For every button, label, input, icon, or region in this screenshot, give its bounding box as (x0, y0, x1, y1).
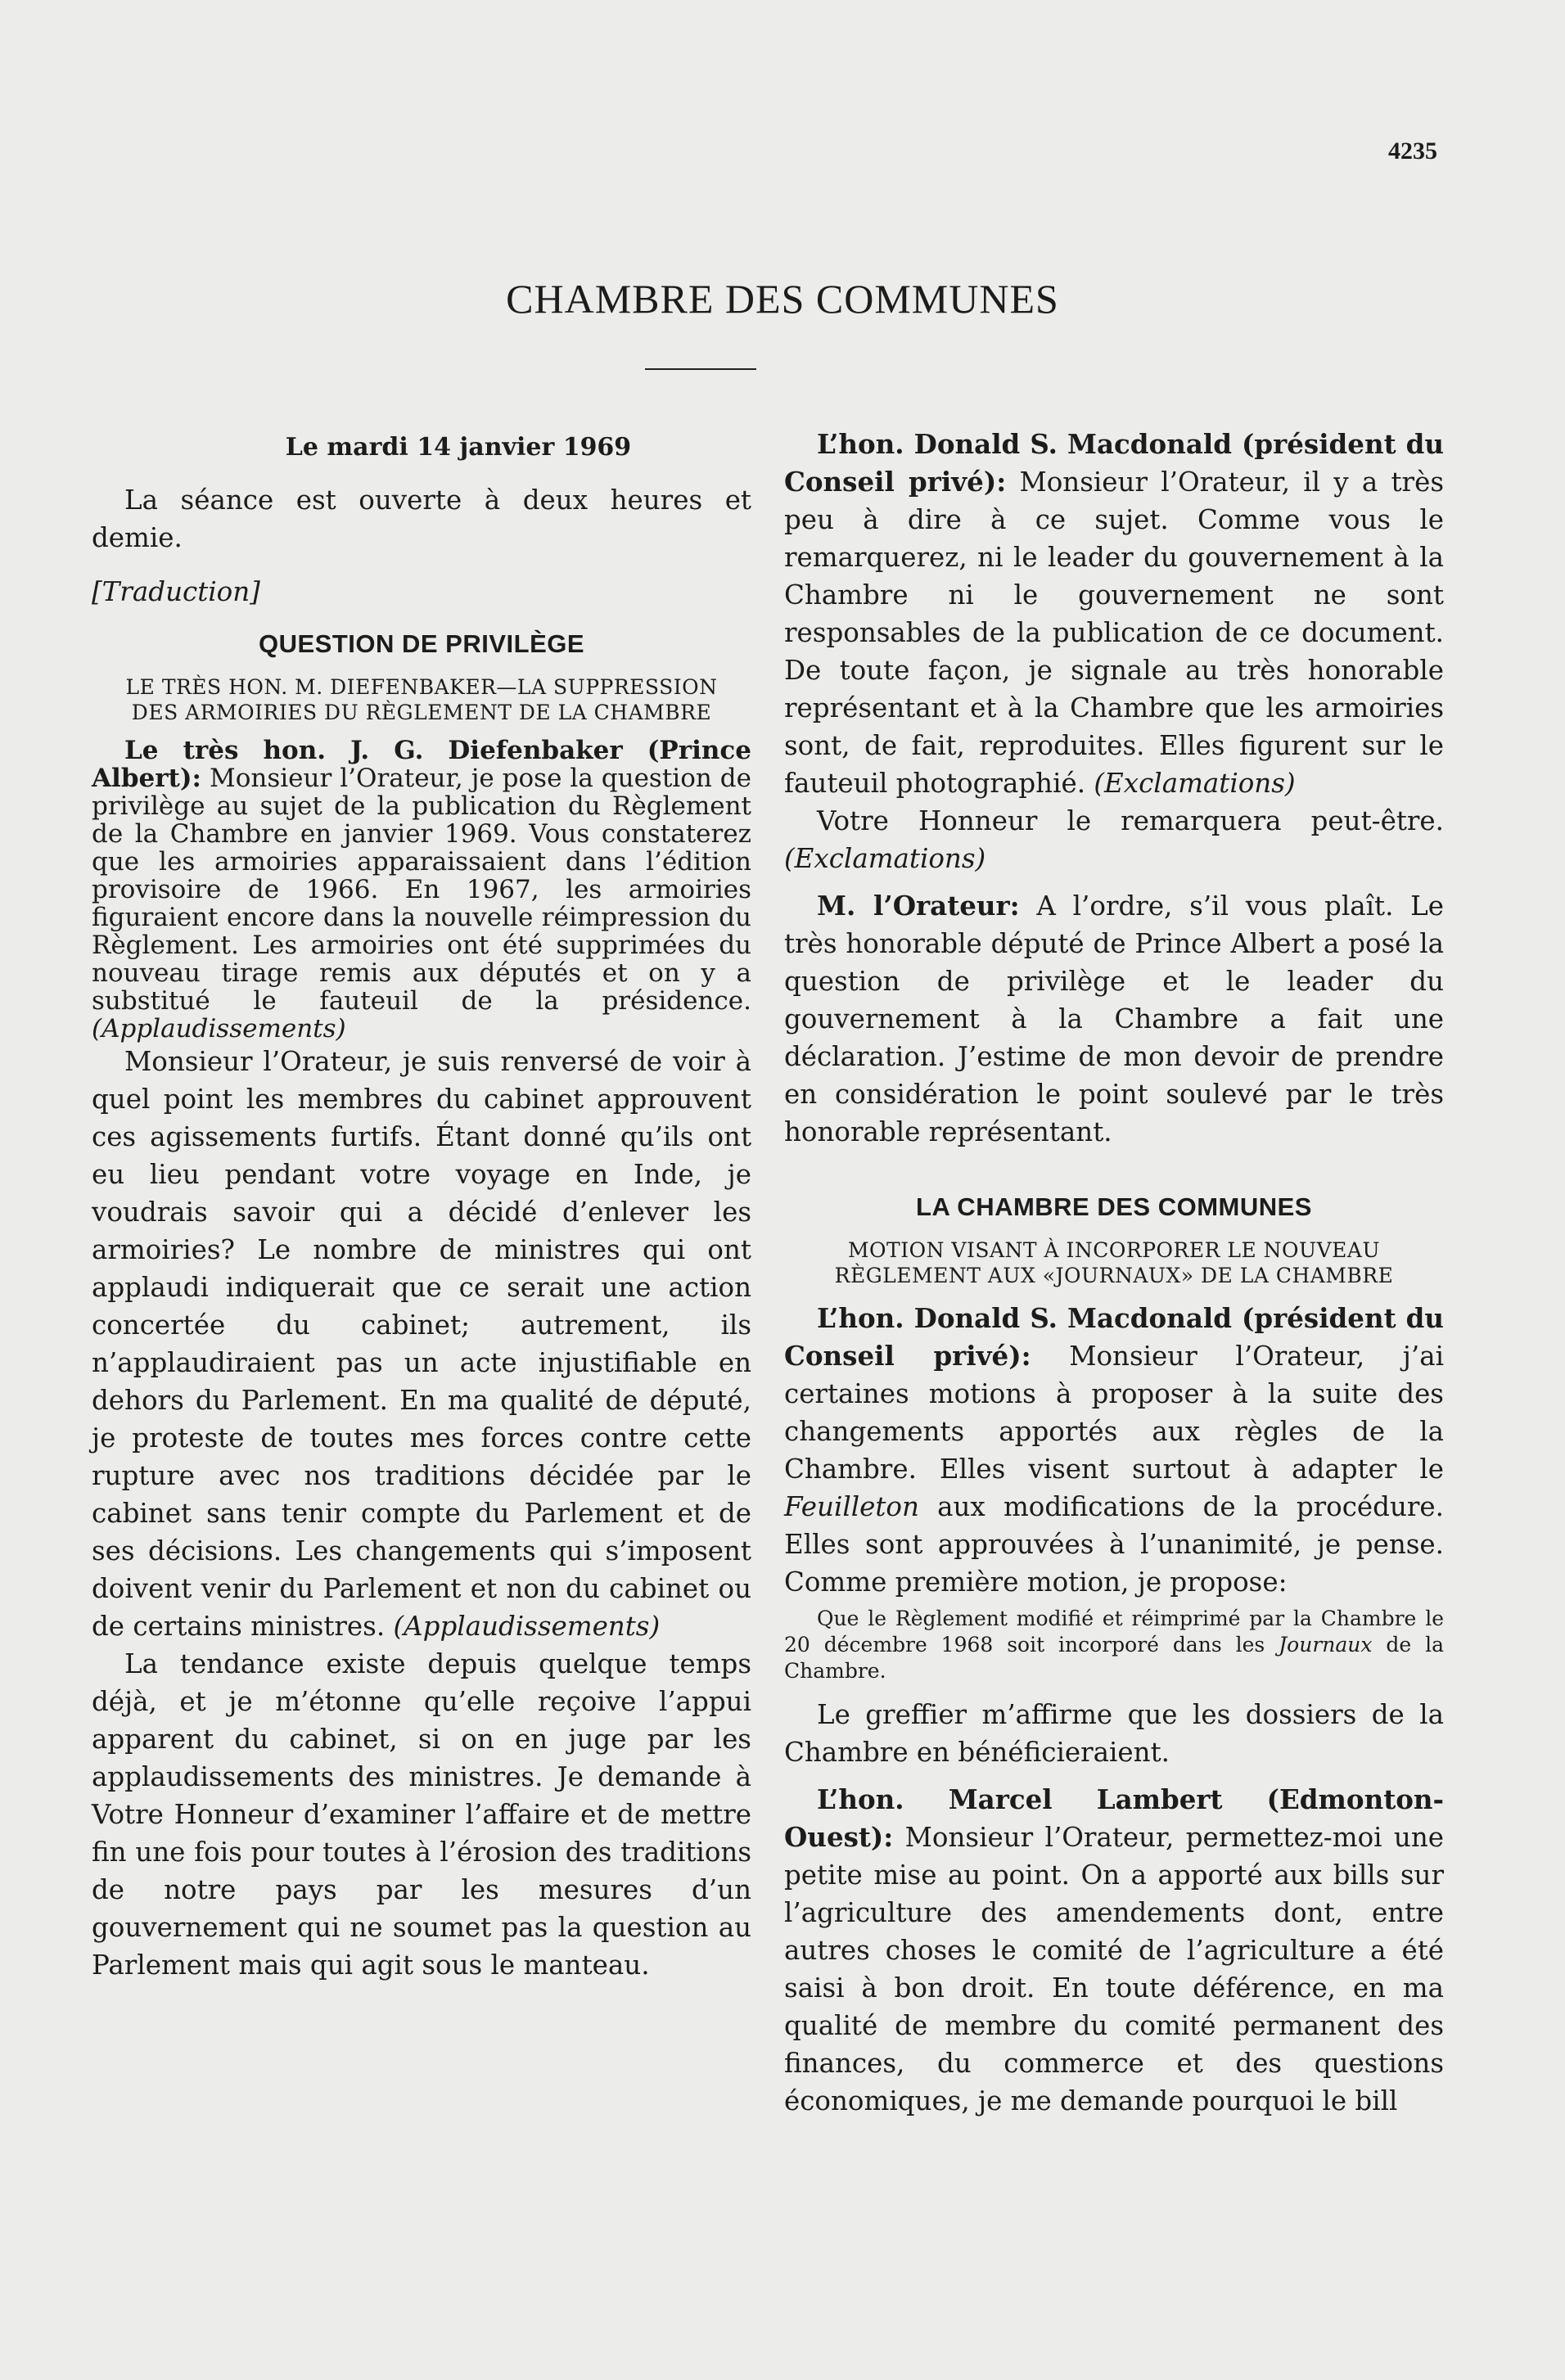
exclamations-note: (Exclamations) (1094, 768, 1296, 799)
translation-note: [Traduction] (92, 576, 260, 607)
section-heading-chambre: LA CHAMBRE DES COMMUNES (916, 1192, 1312, 1221)
opening-paragraph: La séance est ouverte à deux heures et demie. (92, 485, 751, 553)
macdonald-paragraph-2 (784, 1300, 1444, 1601)
feuilleton-term: Feuilleton (784, 1491, 919, 1522)
applause-note: (Applaudissements) (393, 1611, 661, 1642)
macdonald-paragraph-1 (784, 426, 1444, 802)
diefenbaker-text: Monsieur l’Orateur, je pose la question de privilège au sujet de la publication du Règlement de la Chambre en janvier 1969. Vous constaterez que les armoiries apparaissaient dans l’édition provisoire de 1966. En 1967, les armoiries figuraient encore dans la nouvelle réimpression du Règlement. Les armoiries ont été supprimées du nouveau tirage remis aux députés et on y a substitué le fauteuil de la présidence. (92, 764, 751, 1016)
speaker-macdonald: L’hon. Donald S. Macdonald (président du Conseil privé): (784, 428, 1444, 498)
speaker-orateur: M. l’Orateur: (817, 890, 1020, 922)
clerk-paragraph: Le greffier m’affirme que les dossiers de la Chambre en bénéficieraient. (784, 1699, 1444, 1768)
sitting-date: Le mardi 14 janvier 1969 (285, 433, 632, 462)
paragraph-remark (784, 802, 1444, 877)
left-column (92, 426, 751, 1984)
journaux-term: Journaux (1279, 1633, 1373, 1657)
remark-text: Votre Honneur le remarquera peut-être. (817, 805, 1444, 836)
lambert-text: Monsieur l’Orateur, permettez-moi une petite mise au point. On a apporté aux bills sur l’agriculture des amendements dont, entre autres choses le comité de l’agriculture a été saisi à bon droit. En toute déférence, en ma qualité de membre du comité permanent des finances, du commerce et des questions économiques, je me demande pourquoi le bill (784, 1822, 1444, 2116)
right-column (784, 426, 1444, 2120)
exclamations-note: (Exclamations) (784, 843, 986, 874)
masthead-title: CHAMBRE DES COMMUNES (506, 276, 1059, 322)
paragraph-2 (92, 1043, 751, 1645)
lambert-paragraph (784, 1781, 1444, 2120)
motion-text-b: de la Chambre. (784, 1633, 1445, 1683)
section-heading-privilege: QUESTION DE PRIVILÈGE (258, 629, 585, 658)
speaker-ruling-paragraph (784, 887, 1444, 1151)
speaker-macdonald: L’hon. Donald S. Macdonald (président du Conseil privé): (784, 1302, 1444, 1372)
motion-text-a: Que le Règlement modifié et réimprimé par la Chambre le 20 décembre 1968 soit incorporé dans les (784, 1607, 1444, 1657)
page-number: 4235 (1388, 137, 1437, 165)
diefenbaker-paragraph (92, 737, 751, 1043)
subheading-motion: MOTION VISANT À INCORPORER LE NOUVEAU RÈGLEMENT AUX «JOURNAUX» DE LA CHAMBRE (834, 1238, 1394, 1287)
macdonald-text-2a: Monsieur l’Orateur, j’ai certaines motions à proposer à la suite des changements apportés aux règles de la Chambre. Elles visent surtout à adapter le (784, 1341, 1444, 1485)
ruling-text: A l’ordre, s’il vous plaît. Le très honorable député de Prince Albert a posé la question de privilège et le leader du gouvernement à la Chambre a fait une déclaration. J’estime de mon devoir de prendre en considération le point soulevé par le très honorable représentant. (784, 890, 1444, 1147)
motion-text (784, 1606, 1444, 1684)
speaker-diefenbaker: Le très hon. J. G. Diefenbaker (Prince Albert): (92, 736, 751, 793)
macdonald-text-1: Monsieur l’Orateur, il y a très peu à dire à ce sujet. Comme vous le remarquerez, ni le leader du gouvernement à la Chambre ni le gouvernement ne sont responsables de la publication de ce document. De toute façon, je signale au très honorable représentant et à la Chambre que les armoiries sont, de fait, reproduites. Elles figurent sur le fauteuil photographié. (784, 467, 1444, 799)
applause-note: (Applaudissements) (92, 1014, 346, 1044)
macdonald-text-2b: aux modifications de la procédure. Elles sont approuvées à l’unanimité, je pense. Comme première motion, je propose: (784, 1491, 1444, 1598)
title-rule (645, 368, 756, 370)
paragraph-3: La tendance existe depuis quelque temps déjà, et je m’étonne qu’elle reçoive l’appui apparent du cabinet, si on en juge par les applaudissements des ministres. Je demande à Votre Honneur d’examiner l’affaire et de mettre fin une fois pour toutes à l’érosion des traditions de notre pays par les mesures d’un gouvernement qui ne soumet pas la question au Parlement mais qui agit sous le manteau. (92, 1648, 751, 1981)
subheading-diefenbaker: LE TRÈS HON. M. DIEFENBAKER—LA SUPPRESSION DES ARMOIRIES DU RÈGLEMENT DE LA CHAMBRE (125, 675, 718, 724)
paragraph-2-text: Monsieur l’Orateur, je suis renversé de voir à quel point les membres du cabinet approuvent ces agissements furtifs. Étant donné qu’ils ont eu lieu pendant votre voyage en Inde, je voudrais savoir qui a décidé d’enlever les armoiries? Le nombre de ministres qui ont applaudi indiquerait que ce serait une action concertée du cabinet; autrement, ils n’applaudiraient pas un acte injustifiable en dehors du Parlement. En ma qualité de député, je proteste de toutes mes forces contre cette rupture avec nos traditions décidée par le cabinet sans tenir compte du Parlement et de ses décisions. Les changements qui s’imposent doivent venir du Parlement et non du cabinet ou de certains ministres. (92, 1046, 751, 1642)
speaker-lambert: L’hon. Marcel Lambert (Edmonton-Ouest): (784, 1783, 1444, 1853)
